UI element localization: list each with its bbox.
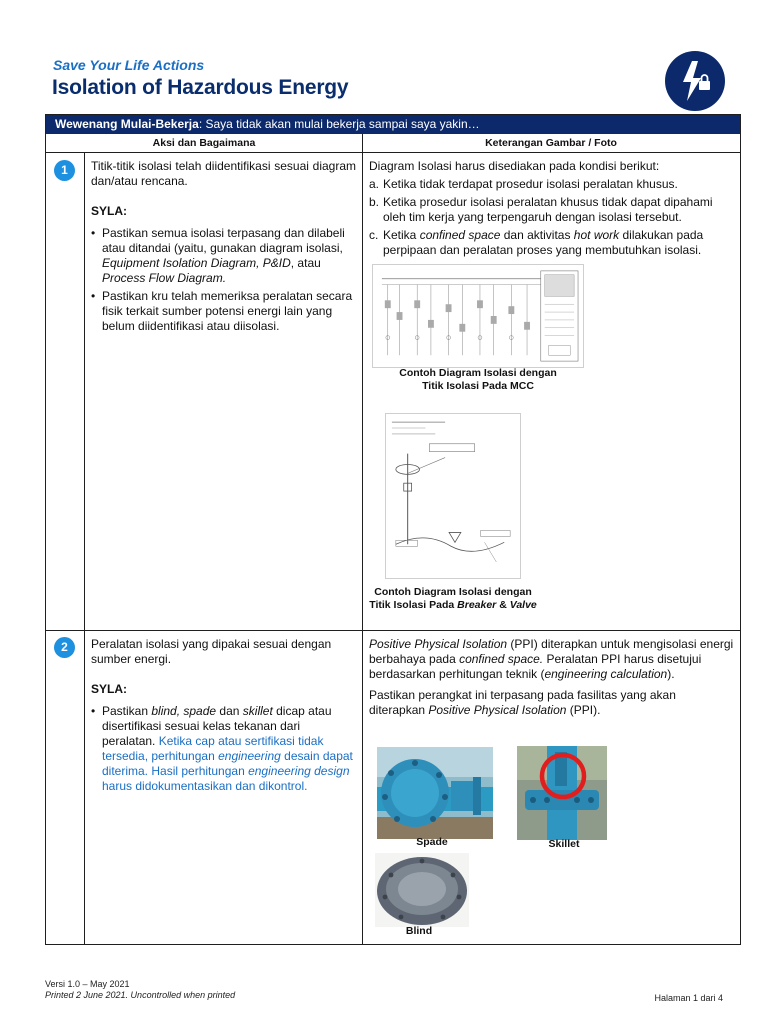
caption-mcc: Contoh Diagram Isolasi dengan Titik Isolasi Pada MCC xyxy=(399,367,557,392)
mcc-isolation-diagram xyxy=(372,264,584,368)
footer-version: Versi 1.0 – May 2021 Printed 2 June 2021. Uncontrolled when printed xyxy=(45,979,236,1000)
blind-label: Blind xyxy=(405,925,433,937)
spade-label: Spade xyxy=(416,836,448,848)
banner-text: : Saya tidak akan mulai bekerja sampai saya yakin… xyxy=(198,117,480,131)
lightning-lock-icon xyxy=(665,51,725,111)
skillet-label: Skillet xyxy=(548,838,580,850)
row1-actions xyxy=(91,159,356,337)
divider xyxy=(84,153,85,944)
spade-photo xyxy=(377,747,493,839)
row2-ppi-text: Positive Physical Isolation (PPI) diterapkan untuk mengisolasi energi berbahaya pada confined space. Peralatan PPI harus disetujui berdasarkan perhitungan teknik (engineering calculation). xyxy=(369,637,734,681)
row2-bullet: • Pastikan blind, spade dan skillet dicap atau disertifikasi sesuai kelas tekanan dari peralatan. Ketika cap atau sertifikasi tidak tersedia, perhitungan engineering desain dapat diterima. Hasil perhitungan engineering design harus didokumentasikan dan dikontrol. xyxy=(91,704,356,794)
caption-breaker-valve: Contoh Diagram Isolasi dengan Titik Isolasi Pada Breaker & Valve xyxy=(369,586,537,611)
list-item: c. Ketika confined space dan aktivitas hot work dilakukan pada perpipaan dan peralatan proses yang membutuhkan isolasi. xyxy=(369,228,704,257)
row1-intro: Titik-titik isolasi telah diidentifikasi sesuai diagram dan/atau rencana. xyxy=(91,159,356,188)
blind-photo xyxy=(375,853,469,927)
isolation-table xyxy=(45,114,741,945)
row1-right-intro: Diagram Isolasi harus disediakan pada kondisi berikut: xyxy=(369,159,660,173)
row1-bullet: • Pastikan semua isolasi terpasang dan dilabeli atau ditandai (yaitu, gunakan diagram isolasi, Equipment Isolation Diagram, P&ID, atau Process Flow Diagram. xyxy=(91,226,356,286)
page-subtitle: Save Your Life Actions xyxy=(53,57,205,73)
column-header-pictures: Keterangan Gambar / Foto xyxy=(362,134,740,153)
list-item: b. Ketika prosedur isolasi peralatan khusus tidak dapat dipahami oleh tim kerja yang terpengaruh dengan isolasi tersebut. xyxy=(369,195,713,224)
row1-condition-list xyxy=(369,177,735,258)
list-item: a. Ketika tidak terdapat prosedur isolasi peralatan khusus. xyxy=(369,177,678,191)
footer-page-number: Halaman 1 dari 4 xyxy=(654,993,723,1003)
banner-label: Wewenang Mulai-Bekerja xyxy=(55,117,199,131)
page-title: Isolation of Hazardous Energy xyxy=(52,76,349,99)
divider xyxy=(46,630,740,631)
row2-intro: Peralatan isolasi yang dipakai sesuai dengan sumber energi. xyxy=(91,637,332,666)
row1-bullet: • Pastikan kru telah memeriksa peralatan secara fisik terkait sumber potensi energi lain yang belum diidentifikasi atau diisolasi. xyxy=(91,289,356,334)
row1-syla-heading: SYLA: xyxy=(91,204,127,218)
step-number-badge: 2 xyxy=(54,637,75,658)
skillet-photo xyxy=(517,746,607,840)
banner xyxy=(46,115,740,134)
divider xyxy=(362,134,363,944)
row2-syla-heading: SYLA: xyxy=(91,682,127,696)
step-number-badge: 1 xyxy=(54,160,75,181)
row1-notes xyxy=(369,159,735,261)
row2-notes xyxy=(369,637,735,721)
row2-ppi-note: Pastikan perangkat ini terpasang pada fasilitas yang akan diterapkan Positive Physical Isolation (PPI). xyxy=(369,688,676,717)
breaker-valve-isolation-diagram xyxy=(385,413,521,579)
row2-actions xyxy=(91,637,356,797)
column-header-actions: Aksi dan Bagaimana xyxy=(46,134,362,153)
